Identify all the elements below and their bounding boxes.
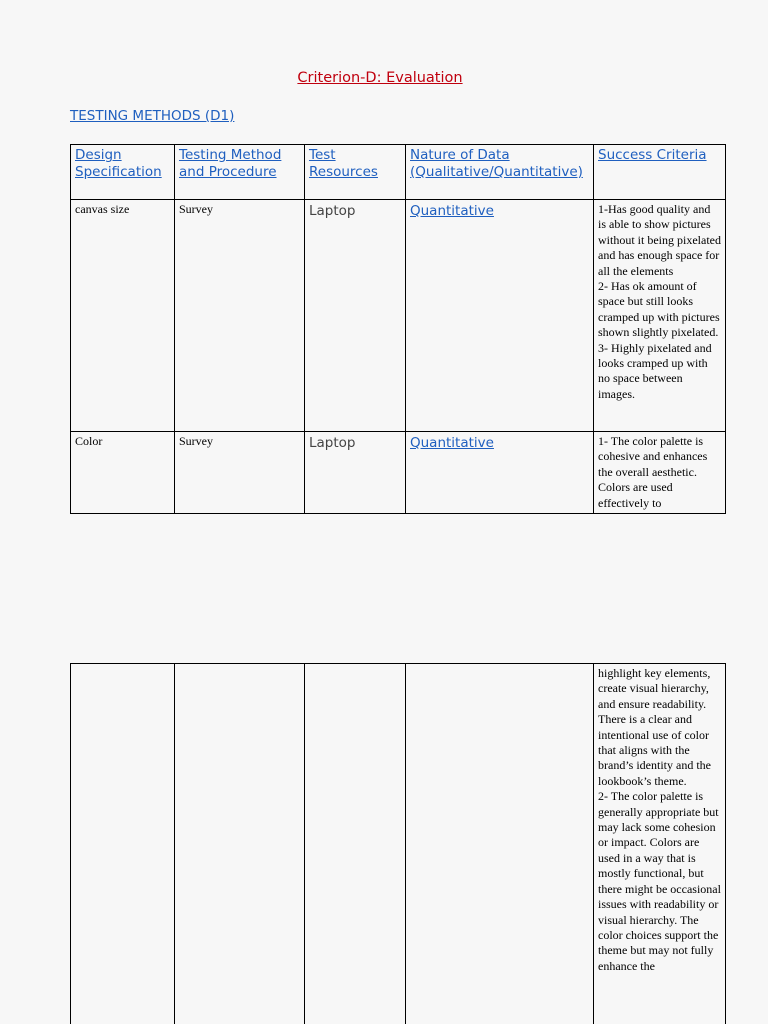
cell-testing-method: Survey bbox=[175, 432, 305, 514]
table-row bbox=[71, 200, 726, 432]
cell-nature-of-data-link[interactable]: Quantitative bbox=[406, 432, 594, 514]
cell-success-criteria bbox=[594, 664, 726, 1024]
cell-empty bbox=[305, 664, 406, 1024]
header-test-resources: Test Resources bbox=[305, 145, 406, 200]
testing-methods-table-continued bbox=[70, 663, 726, 1024]
table-header-row bbox=[71, 145, 726, 200]
header-success-criteria: Success Criteria bbox=[594, 145, 726, 200]
cell-test-resources: Laptop bbox=[305, 200, 406, 432]
cell-testing-method: Survey bbox=[175, 200, 305, 432]
testing-methods-table bbox=[70, 144, 726, 514]
criteria-line: 3- Highly pixelated and looks cramped up with no space between images. bbox=[598, 340, 712, 401]
cell-nature-of-data-link[interactable]: Quantitative bbox=[406, 200, 594, 432]
header-design-specification: Design Specification bbox=[71, 145, 175, 200]
criteria-line: 1- The color palette is cohesive and enhances the overall aesthetic. Colors are used effectively to bbox=[598, 434, 708, 510]
cell-empty bbox=[71, 664, 175, 1024]
header-testing-method: Testing Method and Procedure bbox=[175, 145, 305, 200]
header-nature-of-data: Nature of Data (Qualitative/Quantitative) bbox=[406, 145, 594, 200]
criteria-line: 2- Has ok amount of space but still looks cramped up with pictures shown slightly pixelated. bbox=[598, 279, 720, 340]
cell-success-criteria bbox=[594, 200, 726, 432]
section-heading-testing-methods: TESTING METHODS (D1) bbox=[70, 108, 235, 124]
page-title: Criterion-D: Evaluation bbox=[297, 70, 463, 86]
criteria-line: 2- The color palette is generally appropriate but may lack some cohesion or impact. Colors are used in a way that is mostly functional, but there might be occasional issues with readability or visual hierarchy. The color choices support the theme but may not fully enhance the bbox=[598, 789, 721, 973]
criteria-line: 1-Has good quality and is able to show pictures without it being pixelated and has enough space for all the elements bbox=[598, 202, 721, 278]
cell-empty bbox=[406, 664, 594, 1024]
cell-empty bbox=[175, 664, 305, 1024]
criteria-line: highlight key elements, create visual hierarchy, and ensure readability. There is a clear and intentional use of color that aligns with the brand’s identity and the lookbook’s theme. bbox=[598, 666, 711, 788]
cell-design-specification: canvas size bbox=[71, 200, 175, 432]
cell-design-specification: Color bbox=[71, 432, 175, 514]
cell-test-resources: Laptop bbox=[305, 432, 406, 514]
cell-success-criteria bbox=[594, 432, 726, 514]
table-row bbox=[71, 664, 726, 1024]
table-row bbox=[71, 432, 726, 514]
